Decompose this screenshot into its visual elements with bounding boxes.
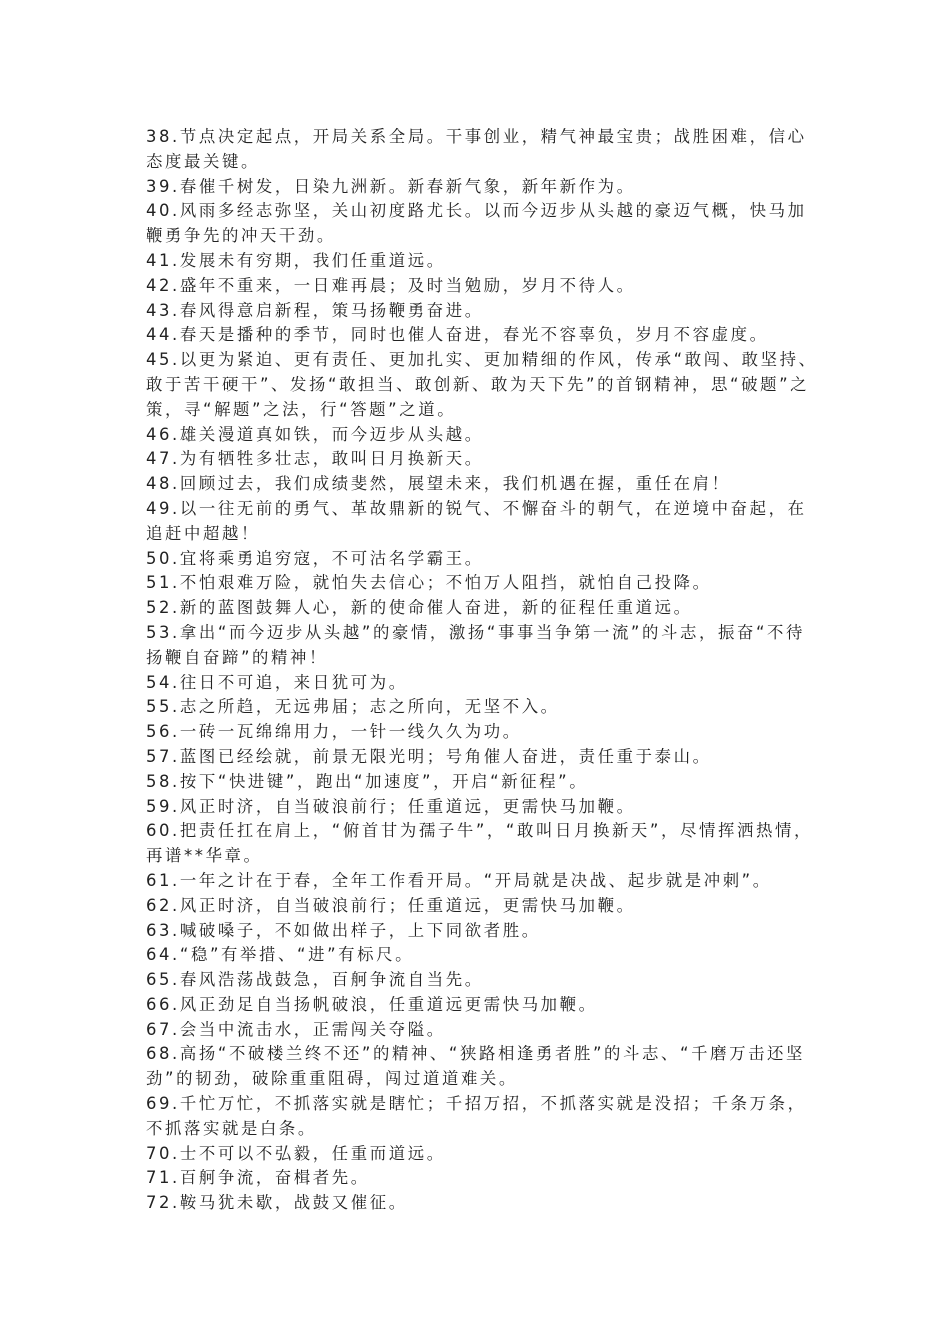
list-item: 48.回顾过去，我们成绩斐然，展望未来，我们机遇在握，重任在肩！ xyxy=(146,474,731,494)
list-item: 62.风正时济，自当破浪前行；任重道远，更需快马加鞭。 xyxy=(146,895,636,915)
list-item: 49.以一往无前的勇气、革故鼎新的锐气、不懈奋斗的朝气，在逆境中奋起，在追赶中超越！ xyxy=(146,498,807,543)
list-item: 46.雄关漫道真如铁，而今迈步从头越。 xyxy=(146,424,484,444)
list-item: 65.春风浩荡战鼓急，百舸争流自当先。 xyxy=(146,970,484,990)
list-item: 45.以更为紧迫、更有责任、更加扎实、更加精细的作风，传承“敢闯、敢坚持、敢于苦干硬干”、发扬“敢担当、敢创新、敢为天下先”的首钢精神，思“破题”之策，寻“解题”之法，行“答题”之道。 xyxy=(146,350,818,419)
slogan-list xyxy=(146,125,822,1216)
list-item: 56.一砖一瓦绵绵用力，一针一线久久为功。 xyxy=(146,722,522,742)
list-item: 57.蓝图已经绘就，前景无限光明；号角催人奋进，责任重于泰山。 xyxy=(146,746,712,766)
list-item: 67.会当中流击水，正需闯关夺隘。 xyxy=(146,1019,446,1039)
list-item: 51.不怕艰难万险，就怕失去信心；不怕万人阻挡，就怕自己投降。 xyxy=(146,573,712,593)
list-item: 44.春天是播种的季节，同时也催人奋进，春光不容辜负，岁月不容虚度。 xyxy=(146,325,769,345)
list-item: 70.士不可以不弘毅，任重而道远。 xyxy=(146,1143,446,1163)
list-item: 39.春催千树发，日染九洲新。新春新气象，新年新作为。 xyxy=(146,176,636,196)
list-item: 42.盛年不重来，一日难再晨；及时当勉励，岁月不待人。 xyxy=(146,275,636,295)
list-item: 64.“稳”有举措、“进”有标尺。 xyxy=(146,945,415,965)
list-item: 50.宜将乘勇追穷寇，不可沽名学霸王。 xyxy=(146,548,484,568)
list-item: 72.鞍马犹未歇，战鼓又催征。 xyxy=(146,1193,408,1213)
list-item: 68.高扬“不破楼兰终不还”的精神、“狭路相逢勇者胜”的斗志、“千磨万击还坚劲”的韧劲，破除重重阻碍，闯过道道难关。 xyxy=(146,1044,806,1089)
list-item: 69.千忙万忙，不抓落实就是瞎忙；千招万招，不抓落实就是没招；千条万条，不抓落实就是白条。 xyxy=(146,1094,807,1138)
list-item: 55.志之所趋，无远弗届；志之所向，无坚不入。 xyxy=(146,697,560,717)
list-item: 54.往日不可追，来日犹可为。 xyxy=(146,672,408,692)
list-item: 53.拿出“而今迈步从头越”的豪情，激扬“事事当争第一流”的斗志，振奋“不待扬鞭自奋蹄”的精神！ xyxy=(146,622,806,667)
list-item: 60.把责任扛在肩上，“俯首甘为孺子牛”，“敢叫日月换新天”，尽情挥洒热情，再谱**华章。 xyxy=(146,821,813,866)
list-item: 63.喊破嗓子，不如做出样子，上下同欲者胜。 xyxy=(146,920,541,940)
list-item: 40.风雨多经志弥坚，关山初度路尤长。以而今迈步从头越的豪迈气概，快马加鞭勇争先的冲天干劲。 xyxy=(146,201,807,246)
list-item: 52.新的蓝图鼓舞人心，新的使命催人奋进，新的征程任重道远。 xyxy=(146,598,693,618)
list-item: 59.风正时济，自当破浪前行；任重道远，更需快马加鞭。 xyxy=(146,796,636,816)
list-item: 41.发展未有穷期，我们任重道远。 xyxy=(146,250,446,270)
list-item: 66.风正劲足自当扬帆破浪，任重道远更需快马加鞭。 xyxy=(146,994,598,1014)
list-item: 58.按下“快进键”，跑出“加速度”，开启“新征程”。 xyxy=(146,771,589,791)
list-item: 61.一年之计在于春，全年工作看开局。“开局就是决战、起步就是冲刺”。 xyxy=(146,870,772,890)
list-item: 43.春风得意启新程，策马扬鞭勇奋进。 xyxy=(146,300,484,320)
list-item: 47.为有牺牲多壮志，敢叫日月换新天。 xyxy=(146,449,484,469)
list-item: 71.百舸争流，奋楫者先。 xyxy=(146,1168,370,1188)
list-item: 38.节点决定起点，开局关系全局。干事创业，精气神最宝贵；战胜困难，信心态度最关键。 xyxy=(146,127,807,171)
